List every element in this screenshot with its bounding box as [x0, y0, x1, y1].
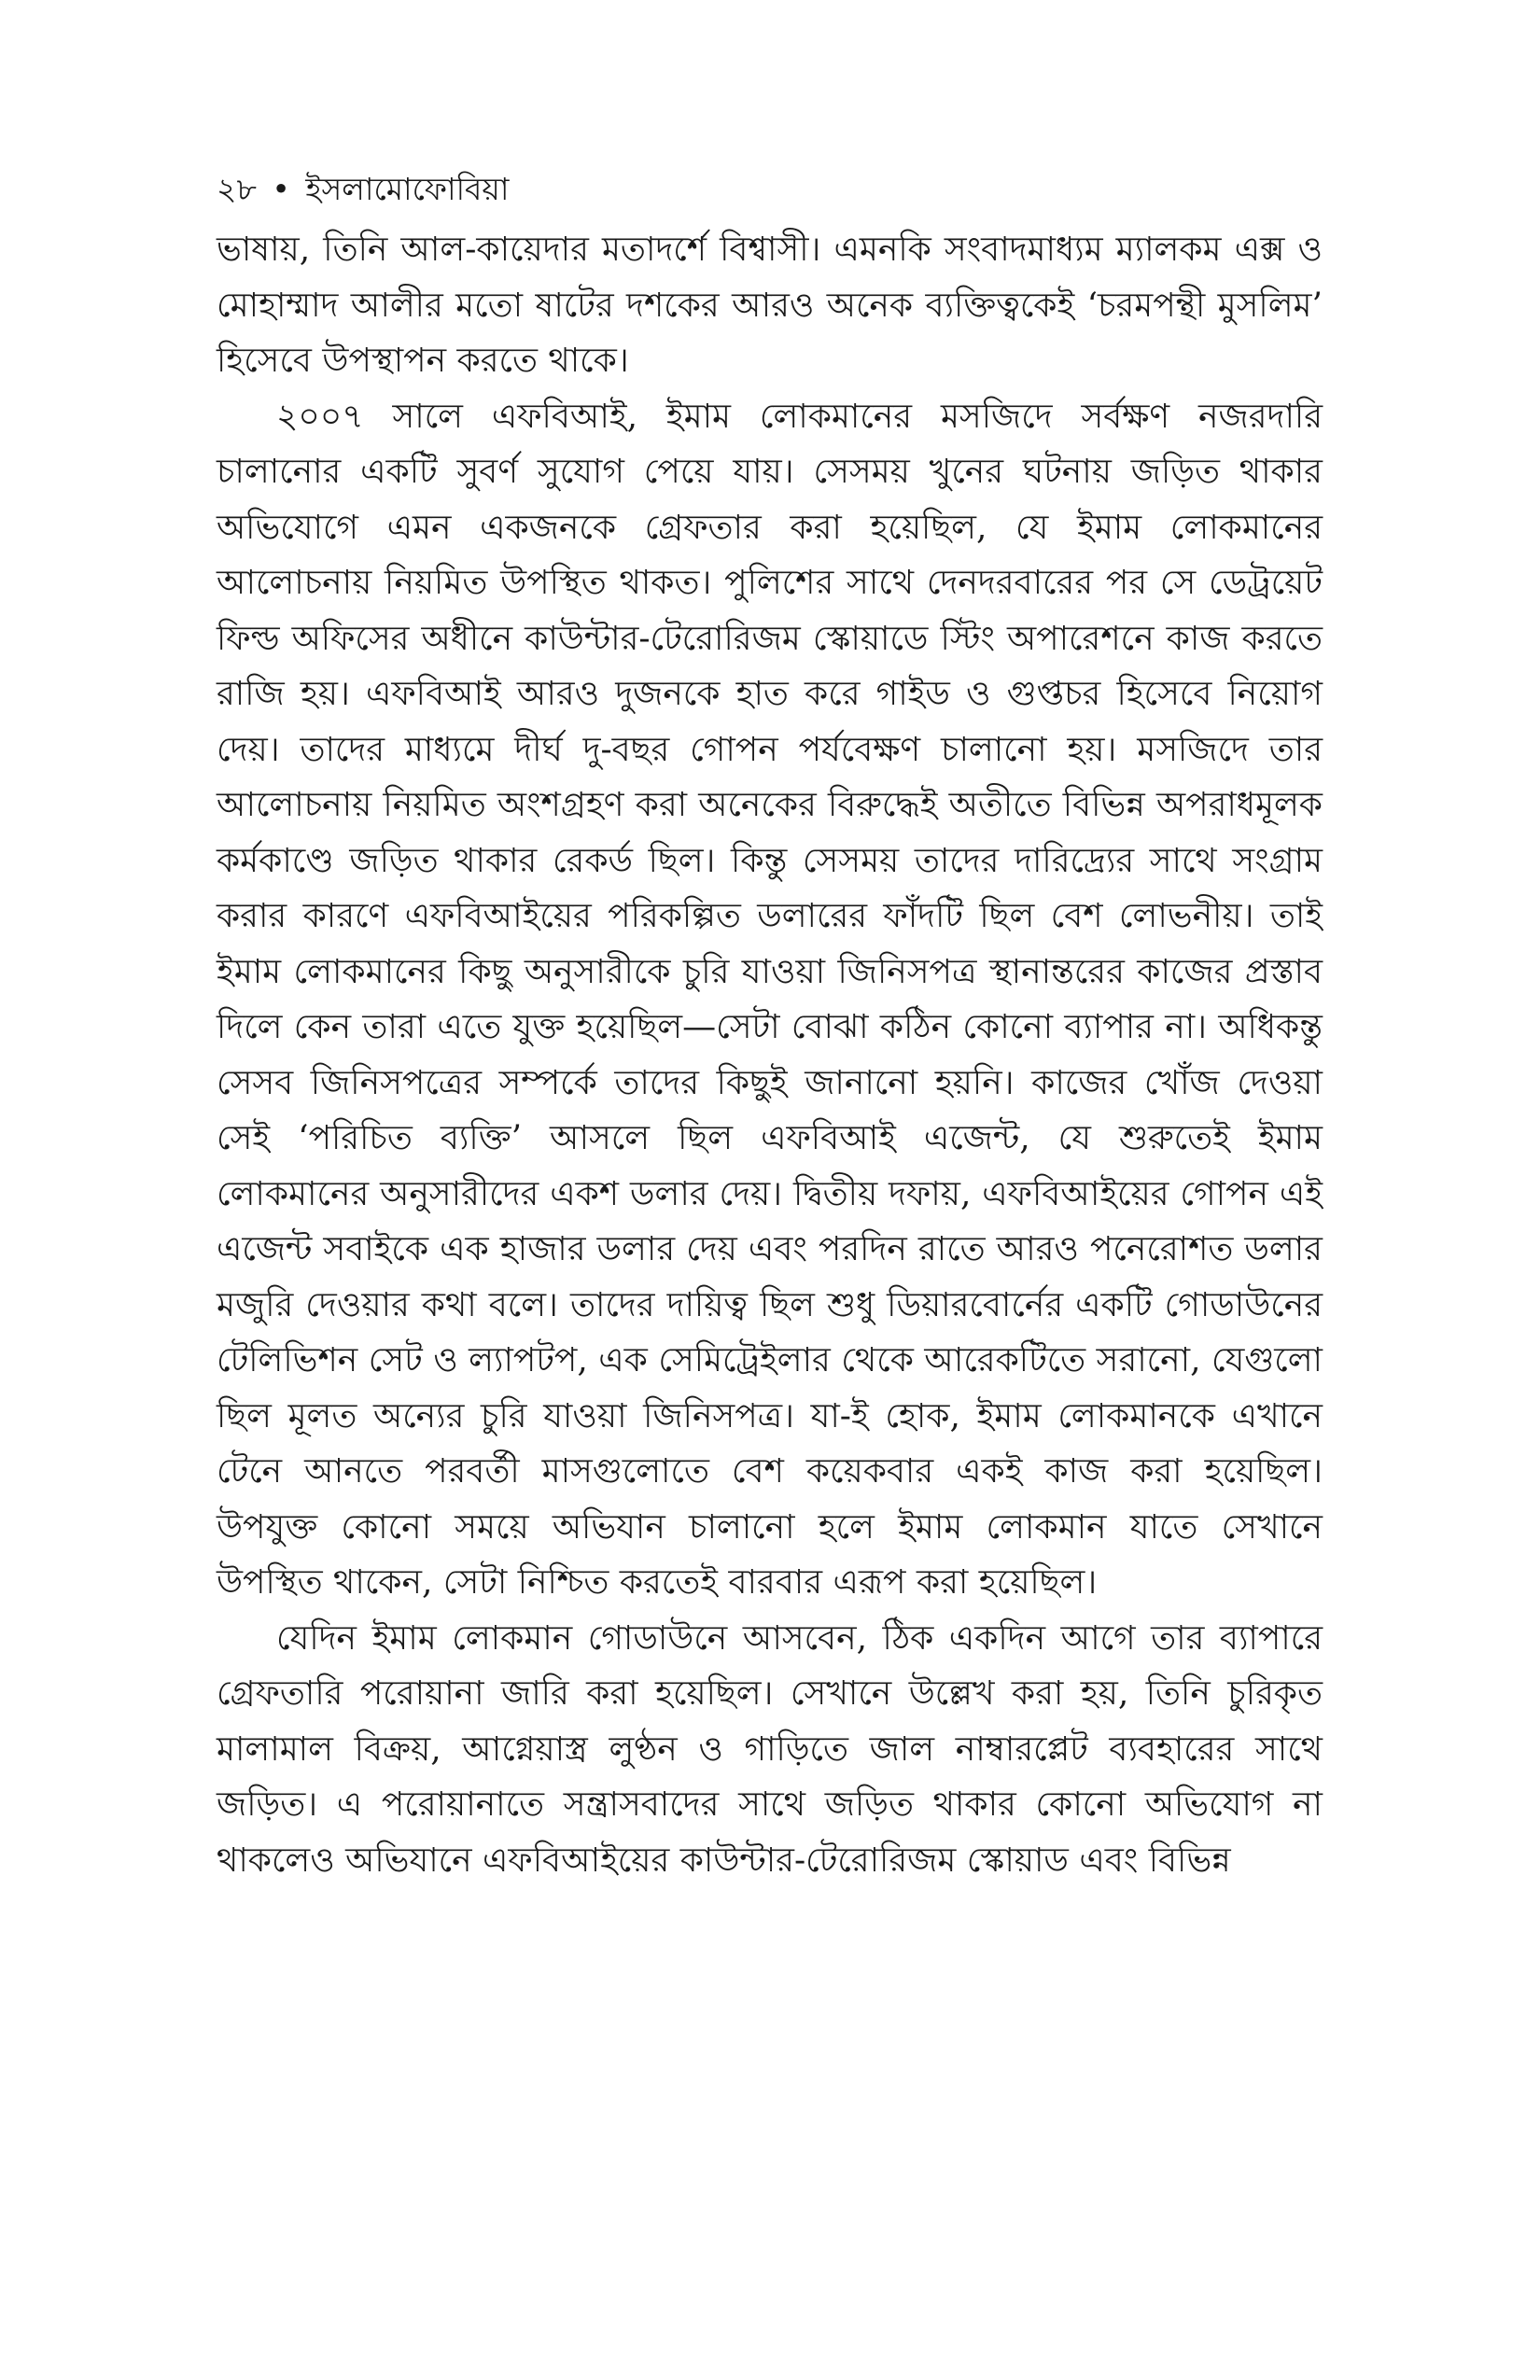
- book-page: [217, 168, 1323, 1888]
- page-number: ২৮: [217, 171, 257, 207]
- body-text: [217, 222, 1323, 1888]
- paragraph: ২০০৭ সালে এফবিআই, ইমাম লোকমানের মসজিদে সর্বক্ষণ নজরদারি চালানোর একটি সুবর্ণ সুযোগ পেয়ে যায়। সেসময় খুনের ঘটনায় জড়িত থাকার অভিযোগে এমন একজনকে গ্রেফতার করা হয়েছিল, যে ইমাম লোকমানের আলোচনায় নিয়মিত উপস্থিত থাকত। পুলিশের সাথে দেনদরবারের পর সে ডেট্রয়েট ফিল্ড অফিসের অধীনে কাউন্টার-টেরোরিজম স্কোয়াডে স্টিং অপারেশনে কাজ করতে রাজি হয়। এফবিআই আরও দুজনকে হাত করে গাইড ও গুপ্তচর হিসেবে নিয়োগ দেয়। তাদের মাধ্যমে দীর্ঘ দু-বছর গোপন পর্যবেক্ষণ চালানো হয়। মসজিদে তার আলোচনায় নিয়মিত অংশগ্রহণ করা অনেকের বিরুদ্ধেই অতীতে বিভিন্ন অপরাধমূলক কর্মকাণ্ডে জড়িত থাকার রেকর্ড ছিল। কিন্তু সেসময় তাদের দারিদ্র্যের সাথে সংগ্রাম করার কারণে এফবিআইয়ের পরিকল্পিত ডলারের ফাঁদটি ছিল বেশ লোভনীয়। তাই ইমাম লোকমানের কিছু অনুসারীকে চুরি যাওয়া জিনিসপত্র স্থানান্তরের কাজের প্রস্তাব দিলে কেন তারা এতে যুক্ত হয়েছিল—সেটা বোঝা কঠিন কোনো ব্যাপার না। অধিকন্তু সেসব জিনিসপত্রের সম্পর্কে তাদের কিছুই জানানো হয়নি। কাজের খোঁজ দেওয়া সেই ‘পরিচিত ব্যক্তি’ আসলে ছিল এফবিআই এজেন্ট, যে শুরুতেই ইমাম লোকমানের অনুসারীদের একশ ডলার দেয়। দ্বিতীয় দফায়, এফবিআইয়ের গোপন এই এজেন্ট সবাইকে এক হাজার ডলার দেয় এবং পরদিন রাতে আরও পনেরোশত ডলার মজুরি দেওয়ার কথা বলে। তাদের দায়িত্ব ছিল শুধু ডিয়ারবোর্নের একটি গোডাউনের টেলিভিশন সেট ও ল্যাপটপ, এক সেমিট্রেইলার থেকে আরেকটিতে সরানো, যেগুলো ছিল মূলত অন্যের চুরি যাওয়া জিনিসপত্র। যা-ই হোক, ইমাম লোকমানকে এখানে টেনে আনতে পরবর্তী মাসগুলোতে বেশ কয়েকবার একই কাজ করা হয়েছিল। উপযুক্ত কোনো সময়ে অভিযান চালানো হলে ইমাম লোকমান যাতে সেখানে উপস্থিত থাকেন, সেটা নিশ্চিত করতেই বারবার এরূপ করা হয়েছিল।: [217, 397, 1323, 1602]
- book-title: ইসলামোফোবিয়া: [305, 171, 510, 207]
- header-separator: •: [272, 171, 290, 207]
- running-header: [217, 168, 1323, 217]
- paragraph: যেদিন ইমাম লোকমান গোডাউনে আসবেন, ঠিক একদিন আগে তার ব্যাপারে গ্রেফতারি পরোয়ানা জারি করা হয়েছিল। সেখানে উল্লেখ করা হয়, তিনি চুরিকৃত মালামাল বিক্রয়, আগ্নেয়াস্ত্র লুণ্ঠন ও গাড়িতে জাল নাম্বারপ্লেট ব্যবহারের সাথে জড়িত। এ পরোয়ানাতে সন্ত্রাসবাদের সাথে জড়িত থাকার কোনো অভিযোগ না থাকলেও অভিযানে এফবিআইয়ের কাউন্টার-টেরোরিজম স্কোয়াড এবং বিভিন্ন: [217, 1618, 1323, 1880]
- paragraph-continuation: ভাষায়, তিনি আল-কায়েদার মতাদর্শে বিশ্বাসী। এমনকি সংবাদমাধ্যম ম্যালকম এক্স ও মোহাম্মাদ আলীর মতো ষাটের দশকের আরও অনেক ব্যক্তিত্বকেই ‘চরমপন্থী মুসলিম’ হিসেবে উপস্থাপন করতে থাকে।: [217, 231, 1323, 380]
